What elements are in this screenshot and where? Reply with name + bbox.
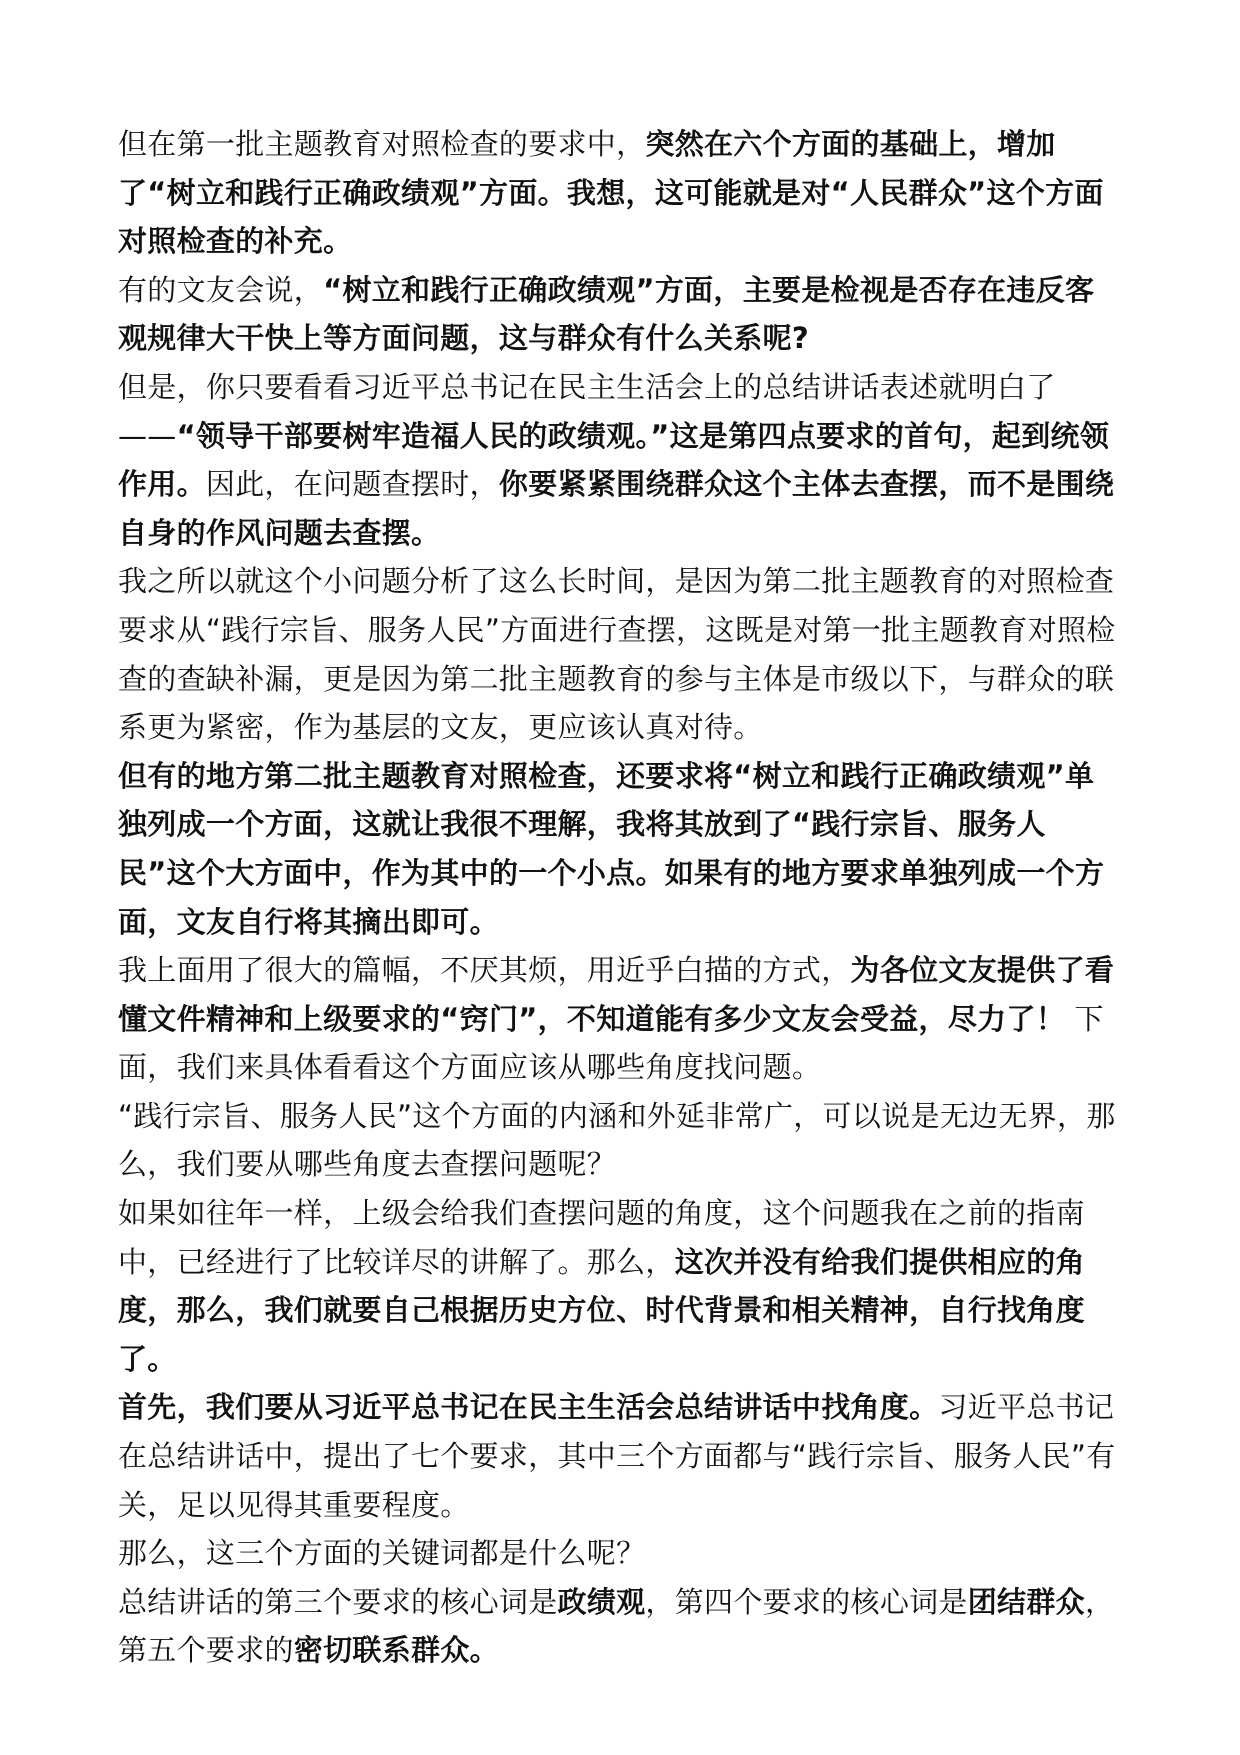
bold-text: 政绩观 — [557, 1584, 646, 1619]
paragraph — [118, 1092, 1118, 1189]
bold-text: 团结群众 — [967, 1584, 1085, 1619]
body-text: 因此，在问题查摆时， — [205, 467, 499, 502]
paragraph — [118, 1529, 1118, 1578]
body-text: 我上面用了很大的篇幅，不厌其烦，用近乎白描的方式， — [118, 953, 851, 988]
bold-text: 为各位文友提供了看懂文件精神和上级要求的“窍门”，不知道能有多少文友会受益，尽力了！ — [118, 953, 1115, 1036]
paragraph — [118, 1383, 1118, 1529]
bold-text: 你要紧紧围绕群众这个主体去查摆，而不是围绕自身的作风问题去查摆。 — [118, 467, 1115, 550]
paragraph — [118, 557, 1118, 751]
body-text: ，第五个要求的 — [118, 1584, 1115, 1668]
paragraph — [118, 266, 1118, 363]
body-text: 习近平总书记在总结讲话中，提出了七个要求，其中三个方面都与“践行宗旨、服务人民”有关，足以见得其重要程度。 — [118, 1390, 1116, 1522]
body-text: 但是，你只要看看习近平总书记在民主生活会上的总结讲话表述就明白了—— — [118, 369, 1056, 453]
body-text: 总结讲话的第三个要求的核心词是 — [118, 1584, 558, 1619]
body-text: 如果如往年一样，上级会给我们查摆问题的角度，这个问题我在之前的指南中，已经进行了比较详尽的讲解了。那么， — [118, 1196, 1085, 1279]
bold-text: 但有的地方第二批主题教育对照检查，还要求将“树立和践行正确政绩观”单独列成一个方面，这就让我很不理解，我将其放到了“践行宗旨、服务人民”这个大方面中，作为其中的一个小点。如果有的地方要求单独列成一个方面，文友自行将其摘出即可。 — [118, 758, 1105, 939]
bold-text: 首先，我们要从习近平总书记在民主生活会总结讲话中找角度。 — [118, 1390, 939, 1425]
body-text: 有的文友会说， — [118, 272, 324, 307]
bold-text: 密切联系群众。 — [293, 1633, 499, 1668]
bold-text: “领导干部要树牢造福人民的政绩观。”这是第四点要求的首句，起到统领作用。 — [118, 418, 1110, 502]
paragraph — [118, 1189, 1118, 1383]
body-text: 但在第一批主题教育对照检查的要求中， — [118, 127, 646, 161]
bold-text: 这次并没有给我们提供相应的角度，那么，我们就要自己根据历史方位、时代背景和相关精神，自行找角度了。 — [118, 1244, 1085, 1376]
body-text: ，第四个要求的核心词是 — [645, 1584, 968, 1619]
body-text: 下面，我们来具体看看这个方面应该从哪些角度找问题。 — [118, 1001, 1104, 1085]
document-page — [118, 120, 1118, 1675]
paragraph — [118, 946, 1118, 1092]
bold-text: 突然在六个方面的基础上，增加了“树立和践行正确政绩观”方面。我想，这可能就是对“人民群众”这个方面对照检查的补充。 — [118, 127, 1104, 259]
bold-text: “树立和践行正确政绩观”方面，主要是检视是否存在违反客观规律大干快上等方面问题，这与群众有什么关系呢? — [118, 272, 1095, 356]
paragraph — [118, 1578, 1118, 1675]
body-text: 我之所以就这个小问题分析了这么长时间，是因为第二批主题教育的对照检查要求从“践行宗旨、服务人民”方面进行查摆，这既是对第一批主题教育对照检查的查缺补漏，更是因为第二批主题教育的参与主体是市级以下，与群众的联系更为紧密，作为基层的文友，更应该认真对待。 — [118, 564, 1116, 745]
paragraph — [118, 363, 1118, 557]
body-text: 那么，这三个方面的关键词都是什么呢？ — [118, 1536, 646, 1571]
paragraph — [118, 752, 1118, 946]
body-text: “践行宗旨、服务人民”这个方面的内涵和外延非常广，可以说是无边无界，那么，我们要从哪些角度去查摆问题呢？ — [118, 1098, 1116, 1182]
paragraph — [118, 120, 1118, 266]
